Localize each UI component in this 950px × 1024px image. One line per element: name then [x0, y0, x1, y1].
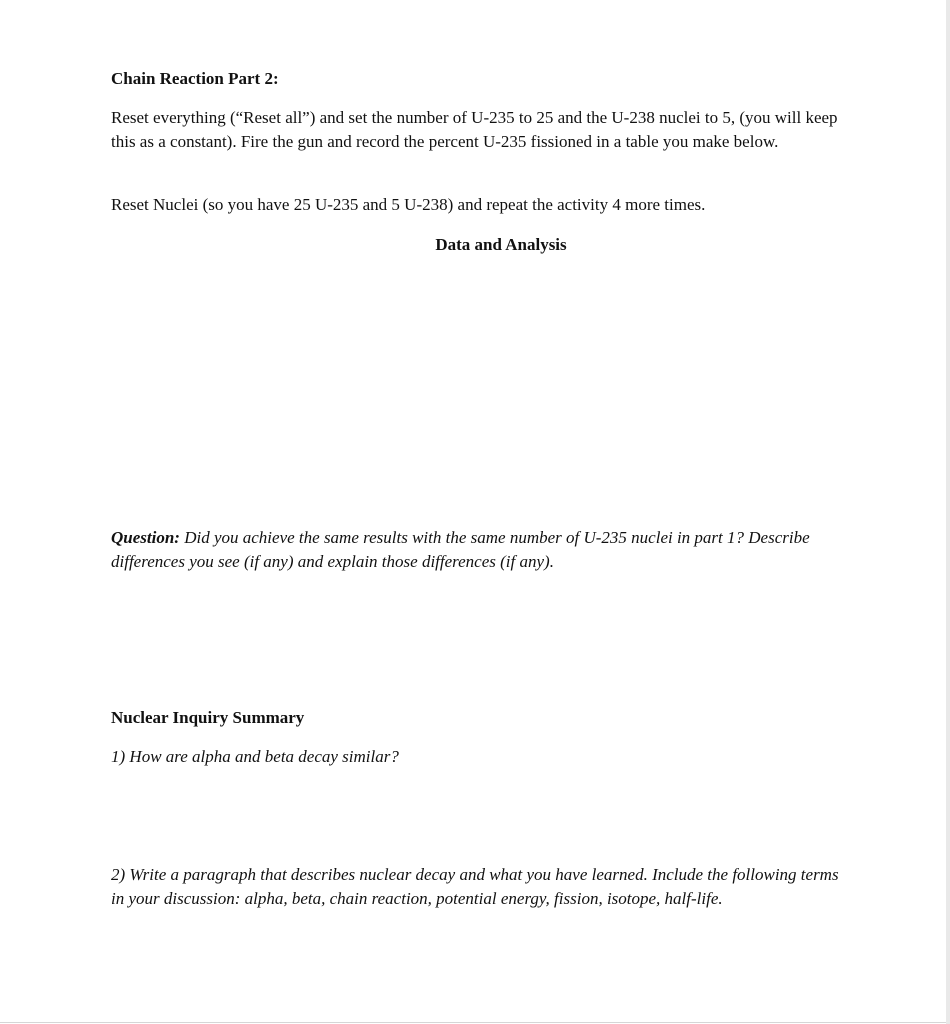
question-text: Did you achieve the same results with the same number of U-235 nuclei in part 1? Describe differences you see (if any) and explain those differences (if any). [111, 528, 810, 571]
part2-instructions: Reset everything (“Reset all”) and set the number of U-235 to 25 and the U-238 nuclei to 5, (you will keep this as a constant). Fire the gun and record the percent U-235 fissioned in a table you make below. [111, 108, 838, 151]
part2-repeat-instructions: Reset Nuclei (so you have 25 U-235 and 5 U-238) and repeat the activity 4 more times. [111, 195, 706, 214]
part2-heading: Chain Reaction Part 2: [111, 69, 279, 88]
question-block [111, 526, 811, 574]
summary-question-2: 2) Write a paragraph that describes nuclear decay and what you have learned. Include the following terms in your discussion: alpha, beta, chain reaction, potential energy, fission, isotope, half-life. [111, 865, 839, 908]
page-edge [946, 0, 950, 1024]
question-label: Question: [111, 528, 180, 547]
summary-heading: Nuclear Inquiry Summary [111, 708, 305, 727]
summary-question-1: 1) How are alpha and beta decay similar? [111, 747, 399, 766]
data-analysis-heading: Data and Analysis [435, 235, 567, 254]
